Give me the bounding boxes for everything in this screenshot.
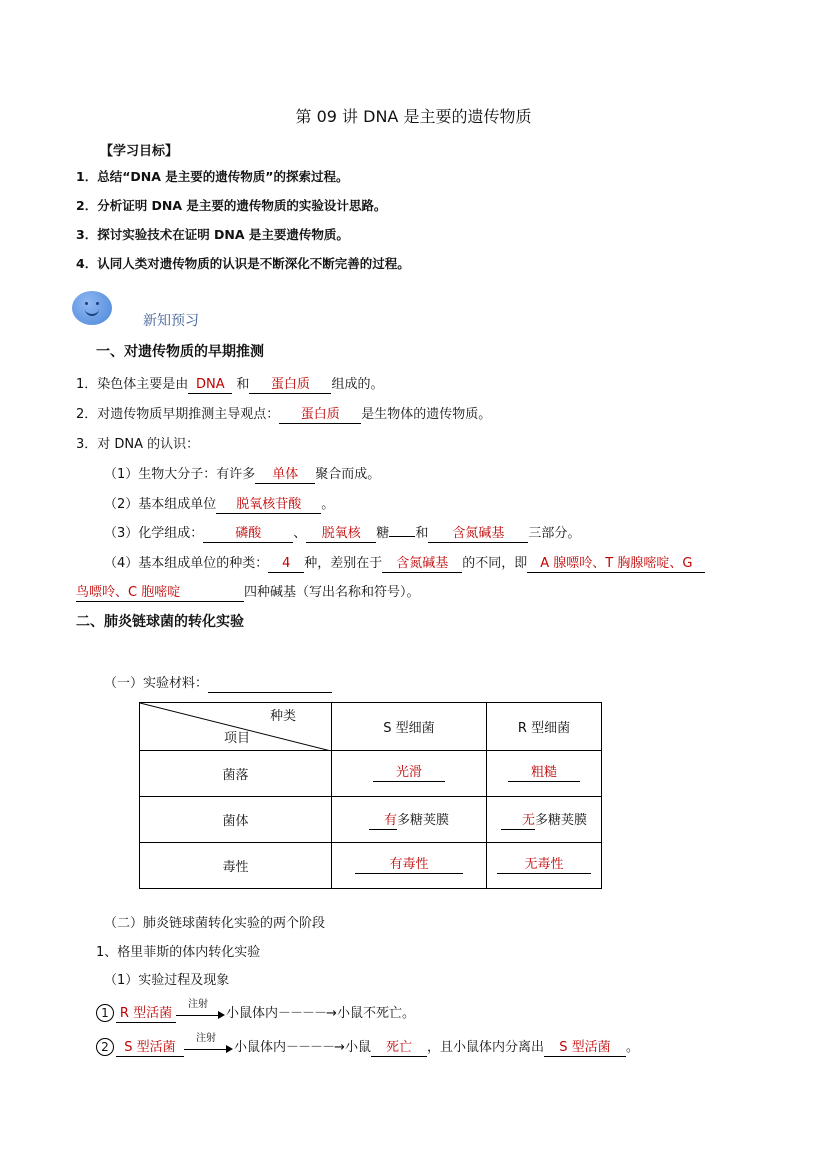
experiment-2: 2 S 型活菌 注射 小鼠体内－－－－→小鼠 死亡 ，且小鼠体内分离出 S 型活菌 。	[96, 1036, 639, 1057]
answer-blank: 磷酸	[203, 526, 293, 543]
column-header: R 型细菌	[487, 703, 602, 751]
answer-blank: DNA	[188, 377, 232, 394]
corner-bottom-label: 项目	[224, 731, 251, 746]
answer-blank: 无毒性	[497, 857, 591, 874]
answer-blank: S 型活菌	[544, 1040, 626, 1057]
goal-item: 3．探讨实验技术在证明 DNA 是主要遗传物质。	[76, 227, 349, 242]
answer-blank: 蛋白质	[279, 407, 361, 424]
preview-label: 新知预习	[143, 313, 199, 329]
goals-heading: 【学习目标】	[100, 144, 179, 159]
answer-blank	[208, 676, 332, 693]
answer-blank: 含氮碱基	[382, 556, 462, 573]
answer-blank: R 型活菌	[116, 1006, 176, 1023]
part2-heading: 二、肺炎链球菌的转化实验	[76, 614, 244, 630]
answer-blank: 粗糙	[508, 765, 580, 782]
experiment-1: 1 R 型活菌 注射 小鼠体内－－－－→小鼠不死亡。	[96, 1002, 415, 1023]
answer-blank: 有	[369, 813, 397, 830]
question-2: 2．对遗传物质早期推测主导观点： 蛋白质 是生物体的遗传物质。	[76, 407, 492, 422]
column-header: S 型细菌	[332, 703, 487, 751]
goal-item: 1．总结“DNA 是主要的遗传物质”的探索过程。	[76, 169, 349, 184]
question-1: 1．染色体主要是由 DNA 和 蛋白质 组成的。	[76, 377, 384, 392]
answer-blank: 单体	[255, 467, 315, 484]
answer-blank: 光滑	[373, 765, 445, 782]
sub-question-1: （1）生物大分子：有许多 单体 聚合而成。	[104, 467, 381, 482]
griffith-heading: 1、格里菲斯的体内转化实验	[96, 945, 261, 960]
answer-blank: 脱氧核	[306, 526, 376, 543]
stages-heading: （二）肺炎链球菌转化实验的两个阶段	[104, 916, 326, 931]
material-line: （一）实验材料：	[104, 672, 332, 693]
row-label: 毒性	[140, 843, 332, 889]
page-title: 第 09 讲 DNA 是主要的遗传物质	[295, 107, 532, 126]
circled-number: 1	[96, 1004, 114, 1022]
part1-heading: 一、对遗传物质的早期推测	[96, 344, 264, 360]
answer-blank: 鸟嘌呤、C 胞嘧啶	[76, 585, 244, 602]
answer-blank: 含氮碱基	[428, 526, 528, 543]
smiley-icon	[72, 291, 112, 325]
process-heading: （1）实验过程及现象	[104, 973, 230, 988]
answer-blank: 脱氧核苷酸	[216, 497, 321, 514]
table-corner-cell	[140, 703, 332, 751]
sub-question-2: （2）基本组成单位 脱氧核苷酸 。	[104, 497, 335, 512]
answer-blank: 4	[268, 556, 304, 573]
answer-blank: 死亡	[371, 1040, 427, 1057]
circled-number: 2	[96, 1038, 114, 1056]
sub-question-4: （4）基本组成单位的种类： 4 种，差别在于 含氮碱基 的不同，即 A 腺嘌呤、T 胸腺嘧啶、G	[104, 552, 705, 573]
corner-top-label: 种类	[270, 709, 297, 724]
sub-question-3: （3）化学组成： 磷酸 、 脱氧核 糖 和 含氮碱基 三部分。	[104, 526, 581, 541]
question-3: 3．对 DNA 的认识：	[76, 437, 200, 452]
arrow-icon: 注射	[184, 1041, 234, 1055]
arrow-icon: 注射	[176, 1007, 226, 1021]
answer-blank: 有毒性	[355, 857, 463, 874]
row-label: 菌体	[140, 797, 332, 843]
bacteria-table: 种类 项目 S 型细菌 R 型细菌 菌落 光滑 粗糙 菌体 有多糖荚膜 无多糖荚膜 毒性 有毒性 无毒性	[139, 702, 602, 889]
goal-item: 2．分析证明 DNA 是主要的遗传物质的实验设计思路。	[76, 198, 387, 213]
answer-blank: 蛋白质	[249, 377, 331, 394]
answer-blank: S 型活菌	[116, 1040, 184, 1057]
sub-question-4-cont: 鸟嘌呤、C 胞嘧啶 四种碱基（写出名称和符号）。	[76, 585, 420, 600]
goal-item: 4．认同人类对遗传物质的认识是不断深化不断完善的过程。	[76, 256, 410, 271]
answer-blank: 无	[501, 813, 535, 830]
row-label: 菌落	[140, 751, 332, 797]
answer-blank: A 腺嘌呤、T 胸腺嘧啶、G	[527, 556, 705, 573]
